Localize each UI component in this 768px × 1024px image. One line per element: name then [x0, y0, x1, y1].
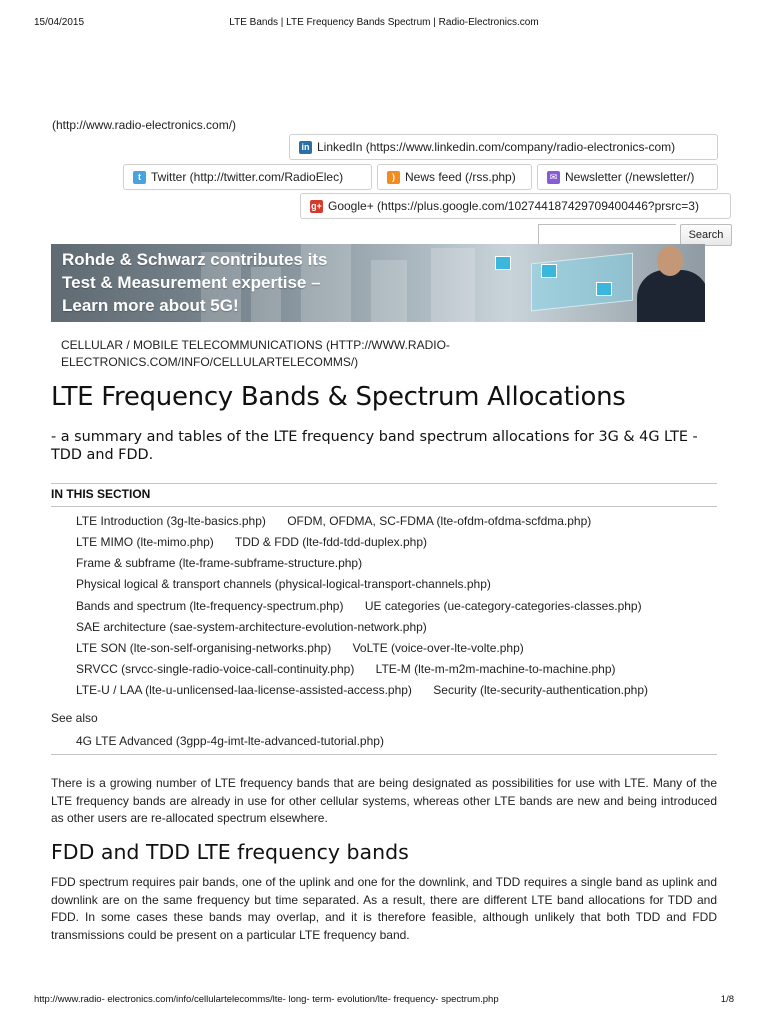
section-link[interactable]: VoLTE (voice-over-lte-volte.php)	[352, 641, 524, 655]
fdd-tdd-paragraph: FDD spectrum requires pair bands, one of the uplink and one for the downlink, and TDD requires a single band as uplink and downlink are on the same frequency but time separated. As a result, there are different LTE band allocations for TDD and FDD. In some cases these bands may overlap, and it is therefore feasible, although unlikely that both TDD and FDD transmissions could be present on a particular LTE frequency band.	[51, 875, 717, 942]
banner-line-3: Learn more about 5G!	[62, 296, 239, 315]
twitter-icon: t	[133, 171, 146, 184]
section-link[interactable]: UE categories (ue-category-categories-classes.php)	[364, 599, 642, 613]
category-link[interactable]: CELLULAR / MOBILE TELECOMMUNICATIONS (HTTP://WWW.RADIO-ELECTRONICS.COM/INFO/CELLULARTELECOMMS/)	[61, 338, 450, 369]
section-link[interactable]: LTE MIMO (lte-mimo.php)	[76, 535, 214, 549]
banner-ad[interactable]	[51, 244, 705, 322]
section-links-row	[76, 641, 542, 655]
banner-line-1: Rohde & Schwarz contributes its	[62, 250, 328, 269]
print-title: LTE Bands | LTE Frequency Bands Spectrum | Radio-Electronics.com	[229, 17, 539, 28]
section-links-row	[76, 620, 445, 634]
search-button[interactable]: Search	[680, 224, 732, 246]
section-links-row	[76, 683, 666, 697]
googleplus-label: Google+ (https://plus.google.com/102744187429709400446?prsrc=3)	[328, 199, 699, 213]
divider	[51, 754, 717, 755]
section-links-row	[76, 514, 609, 528]
see-also-link[interactable]: 4G LTE Advanced (3gpp-4g-imt-lte-advanced-tutorial.php)	[76, 734, 384, 748]
page-number: 1/8	[720, 994, 734, 1005]
section-links-row	[76, 577, 509, 591]
section-link[interactable]: Frame & subframe (lte-frame-subframe-structure.php)	[76, 556, 363, 570]
divider	[51, 506, 717, 507]
home-link[interactable]: (http://www.radio-electronics.com/)	[52, 118, 237, 132]
googleplus-button[interactable]	[300, 193, 731, 219]
newsletter-button[interactable]	[537, 164, 718, 190]
section-link[interactable]: LTE SON (lte-son-self-organising-networks.php)	[76, 641, 332, 655]
search-input[interactable]	[538, 224, 676, 246]
see-also-label: See also	[51, 711, 98, 725]
section-links-row	[76, 662, 634, 676]
print-url: http://www.radio- electronics.com/info/cellulartelecomms/lte- long- term- evolution/lte- frequency- spectrum.php	[34, 994, 499, 1005]
section-link[interactable]: Bands and spectrum (lte-frequency-spectrum.php)	[76, 599, 344, 613]
fdd-tdd-heading: FDD and TDD LTE frequency bands	[51, 840, 409, 864]
section-link[interactable]: LTE-M (lte-m-m2m-machine-to-machine.php)	[375, 662, 616, 676]
section-link[interactable]: SAE architecture (sae-system-architecture-evolution-network.php)	[76, 620, 427, 634]
twitter-button[interactable]	[123, 164, 372, 190]
page-subtitle: - a summary and tables of the LTE frequency band spectrum allocations for 3G & 4G LTE - TDD and FDD.	[51, 429, 698, 463]
banner-line-2: Test & Measurement expertise –	[62, 273, 321, 292]
section-links-row	[76, 599, 660, 613]
section-link[interactable]: SRVCC (srvcc-single-radio-voice-call-continuity.php)	[76, 662, 355, 676]
section-link[interactable]: OFDM, OFDMA, SC-FDMA (lte-ofdm-ofdma-scfdma.php)	[287, 514, 592, 528]
section-link[interactable]: Security (lte-security-authentication.php)	[433, 683, 649, 697]
rss-icon: )	[387, 171, 400, 184]
see-also-row	[76, 734, 402, 748]
section-links-row	[76, 535, 445, 549]
newsletter-label: Newsletter (/newsletter/)	[565, 170, 695, 184]
section-link[interactable]: TDD & FDD (lte-fdd-tdd-duplex.php)	[234, 535, 427, 549]
section-link[interactable]: LTE-U / LAA (lte-u-unlicensed-laa-license-assisted-access.php)	[76, 683, 412, 697]
googleplus-icon: g+	[311, 201, 322, 211]
section-link[interactable]: Physical logical & transport channels (physical-logical-transport-channels.php)	[76, 577, 491, 591]
mail-icon: ✉	[547, 171, 560, 184]
section-links-row	[76, 556, 380, 570]
section-heading: IN THIS SECTION	[51, 487, 151, 501]
intro-paragraph: There is a growing number of LTE frequency bands that are being designated as possibilities for use with LTE. Many of the LTE frequency bands are already in use for other cellular systems, whereas other LTE bands are new and being introduced as other users are re-allocated spectrum elsewhere.	[51, 776, 717, 825]
linkedin-icon: in	[299, 141, 312, 154]
page-title: LTE Frequency Bands & Spectrum Allocations	[51, 382, 626, 412]
section-link[interactable]: LTE Introduction (3g-lte-basics.php)	[76, 514, 266, 528]
newsfeed-button[interactable]	[377, 164, 532, 190]
print-date: 15/04/2015	[34, 17, 85, 28]
linkedin-button[interactable]	[289, 134, 718, 160]
divider	[51, 483, 717, 484]
linkedin-label: LinkedIn (https://www.linkedin.com/company/radio-electronics-com)	[317, 140, 676, 154]
twitter-label: Twitter (http://twitter.com/RadioElec)	[151, 170, 344, 184]
newsfeed-label: News feed (/rss.php)	[405, 170, 516, 184]
